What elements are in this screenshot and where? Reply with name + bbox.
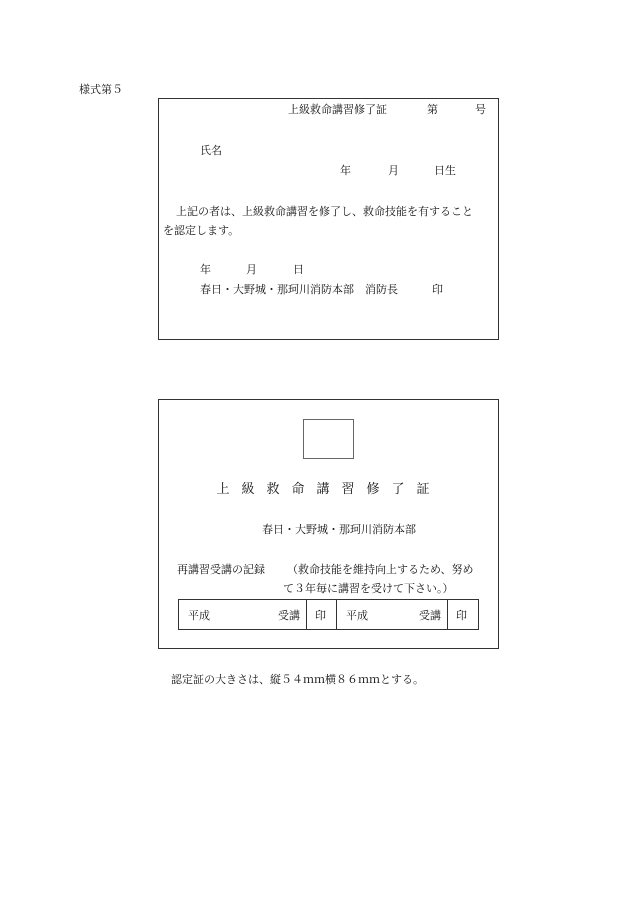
issue-year-label: 年 bbox=[200, 263, 211, 276]
record-era-2: 平成 bbox=[346, 609, 368, 622]
issue-day-label: 日 bbox=[293, 263, 304, 276]
birth-day-label: 日生 bbox=[434, 164, 456, 177]
record-cell-1 bbox=[179, 600, 307, 629]
issuer: 春日・大野城・那珂川消防本部 消防長 bbox=[200, 283, 398, 296]
form-label: 様式第５ bbox=[79, 83, 123, 96]
birth-year-label: 年 bbox=[340, 164, 351, 177]
photo-placeholder bbox=[303, 419, 354, 459]
name-label: 氏名 bbox=[200, 144, 222, 157]
size-note: 認定証の大きさは、縦５４ｍｍ横８６ｍｍとする。 bbox=[171, 673, 424, 686]
card-back-title: 上級救命講習修了証 bbox=[216, 482, 442, 497]
statement-line-1: 上記の者は、上級救命講習を修了し、救命技能を有すること bbox=[176, 205, 473, 218]
organization-name: 春日・大野城・那珂川消防本部 bbox=[262, 523, 416, 536]
record-note-line-2: て３年毎に講習を受けて下さい。） bbox=[283, 582, 454, 595]
record-status-1: 受講 bbox=[278, 609, 300, 622]
record-era-1: 平成 bbox=[188, 609, 210, 622]
record-cell-2 bbox=[337, 600, 448, 629]
record-seal-1: 印 bbox=[315, 609, 326, 622]
record-label: 再講習受講の記録 bbox=[177, 563, 265, 576]
seal-mark: 印 bbox=[432, 283, 443, 296]
card-front bbox=[158, 98, 499, 340]
record-seal-cell-2 bbox=[448, 600, 478, 629]
birth-month-label: 月 bbox=[388, 164, 399, 177]
record-seal-cell-1 bbox=[307, 600, 337, 629]
certificate-number-prefix: 第 bbox=[427, 103, 438, 116]
re-training-record-table bbox=[178, 599, 479, 630]
record-status-2: 受講 bbox=[419, 609, 441, 622]
record-seal-2: 印 bbox=[456, 609, 467, 622]
record-note-line-1: （救命技能を維持向上するため、努め bbox=[287, 563, 474, 576]
statement-line-2: を認定します。 bbox=[163, 224, 240, 237]
certificate-number-suffix: 号 bbox=[475, 103, 486, 116]
card-front-title: 上級救命講習修了証 bbox=[288, 103, 387, 116]
issue-month-label: 月 bbox=[246, 263, 257, 276]
